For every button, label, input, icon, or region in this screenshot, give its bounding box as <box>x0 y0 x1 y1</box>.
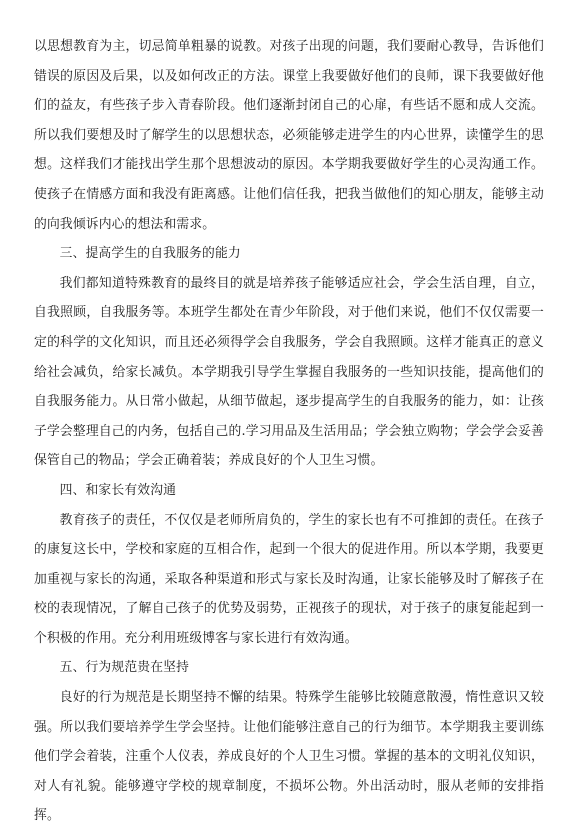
paragraph-student-mind: 以思想教育为主，切忌简单粗暴的说教。对孩子出现的问题，我们要耐心教导，告诉他们错误的原因及后果，以及如何改正的方法。课堂上我要做好他们的良师，课下我要做好他们的益友，有些孩子步入青春阶段。他们逐渐封闭自己的心扉，有些话不愿和成人交流。所以我们要想及时了解学生的以思想状态，必须能够走进学生的内心世界，读懂学生的思想。这样我们才能找出学生那个思想波动的原因。本学期我要做好学生的心灵沟通工作。使孩子在情感方面和我没有距离感。让他们信任我，把我当做他们的知心朋友，能够主动的向我倾诉内心的想法和需求。 <box>34 39 544 232</box>
section-heading-behavior: 五、行为规范贵在坚持 <box>59 660 190 676</box>
section-heading-self-service: 三、提高学生的自我服务的能力 <box>59 246 241 262</box>
section-heading-parent-communication: 四、和家长有效沟通 <box>59 482 177 498</box>
document-body <box>34 32 544 831</box>
paragraph-behavior: 良好的行为规范是长期坚持不懈的结果。特殊学生能够比较随意散漫，惰性意识又较强。所以我们要培养学生学会坚持。让他们能够注意自己的行为细节。本学期我主要训练他们学会着装，注重个人仪表，养成良好的个人卫生习惯。掌握的基本的文明礼仪知识，对人有礼貌。能够遵守学校的规章制度，不损坏公物。外出活动时，服从老师的安排指挥。 <box>34 690 544 824</box>
paragraph-parent-communication: 教育孩子的责任，不仅仅是老师所肩负的，学生的家长也有不可推卸的责任。在孩子的康复这长中，学校和家庭的互相合作，起到一个很大的促进作用。所以本学期，我要更加重视与家长的沟通，采取各种渠道和形式与家长及时沟通，让家长能够及时了解孩子在校的表现情况，了解自己孩子的优势及弱势，正视孩子的现状，对于孩子的康复能起到一个积极的作用。充分利用班级博客与家长进行有效沟通。 <box>34 512 544 646</box>
paragraph-self-service: 我们都知道特殊教育的最终目的就是培养孩子能够适应社会，学会生活自理，自立，自我照顾，自我服务等。本班学生都处在青少年阶段，对于他们来说，他们不仅仅需要一定的科学的文化知识，而且还必须得学会自我服务，学会自我照顾。这样才能真正的意义给社会减负，给家长减负。本学期我引导学生掌握自我服务的一些知识技能，提高他们的自我服务能力。从日常小做起，从细节做起，逐步提高学生的自我服务的能力，如：让孩子学会整理自己的内务，包括自己的.学习用品及生活用品；学会独立购物；学会学会妥善保管自己的物品；学会正确着装；养成良好的个人卫生习惯。 <box>34 275 544 469</box>
